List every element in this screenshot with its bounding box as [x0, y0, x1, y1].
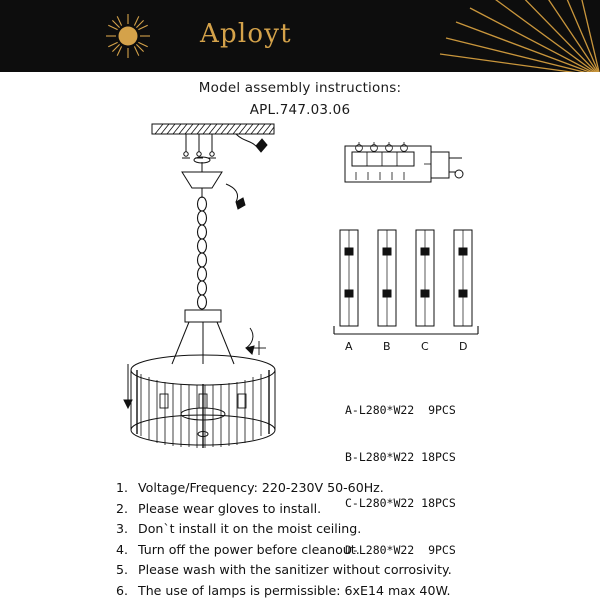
svg-text:C: C	[421, 340, 429, 353]
chandelier-body	[131, 355, 275, 448]
crystal-parts-diagram	[334, 230, 478, 334]
instruction-item	[116, 540, 586, 559]
page-title: Model assembly instructions:	[198, 80, 402, 96]
ceiling-mount-diagram	[152, 124, 274, 158]
model-number: APL.747.03.06	[249, 102, 351, 118]
suspension-chain	[198, 197, 207, 309]
instruction-text: Please wear gloves to install.	[138, 500, 322, 516]
parts-list-item: D-L280*W22 9PCS	[345, 542, 456, 557]
instruction-number: 4.	[116, 541, 129, 557]
instructions-list	[116, 478, 586, 601]
svg-text:B: B	[383, 340, 391, 353]
terminal-block-diagram	[345, 142, 463, 182]
instruction-item	[116, 499, 586, 518]
instruction-item	[116, 560, 586, 579]
instruction-item	[116, 478, 586, 497]
instruction-item	[116, 519, 586, 538]
instruction-number: 5.	[116, 562, 129, 577]
instruction-number: 2.	[116, 500, 129, 516]
instruction-item	[116, 581, 586, 600]
instruction-text: The use of lamps is permissible: 6xE14 max 40W.	[138, 582, 451, 598]
svg-text:A: A	[345, 340, 353, 353]
sunburst-icon	[104, 12, 152, 60]
header-band	[0, 0, 600, 72]
parts-list-item: A-L280*W22 9PCS	[345, 403, 456, 417]
canopy-bracket	[182, 157, 245, 209]
instruction-text: Voltage/Frequency: 220-230V 50-60Hz.	[138, 480, 384, 495]
instruction-number: 1.	[116, 480, 129, 495]
assembly-diagram	[0, 112, 600, 472]
instruction-text: Don`t install it on the moist ceiling.	[138, 521, 362, 536]
svg-text:D: D	[459, 340, 468, 353]
instruction-number: 3.	[116, 521, 129, 536]
parts-list-item: B-L280*W22 18PCS	[345, 449, 456, 464]
sunburst-rays-icon	[410, 0, 600, 72]
crystal-labels	[345, 340, 467, 353]
instruction-text: Please wash with the sanitizer without corrosivity.	[138, 562, 452, 577]
brand-name: Aployt	[200, 19, 292, 49]
instruction-number: 6.	[116, 582, 129, 598]
parts-list-item: C-L280*W22 18PCS	[345, 496, 456, 510]
instruction-text: Turn off the power before cleanout.	[138, 541, 360, 557]
